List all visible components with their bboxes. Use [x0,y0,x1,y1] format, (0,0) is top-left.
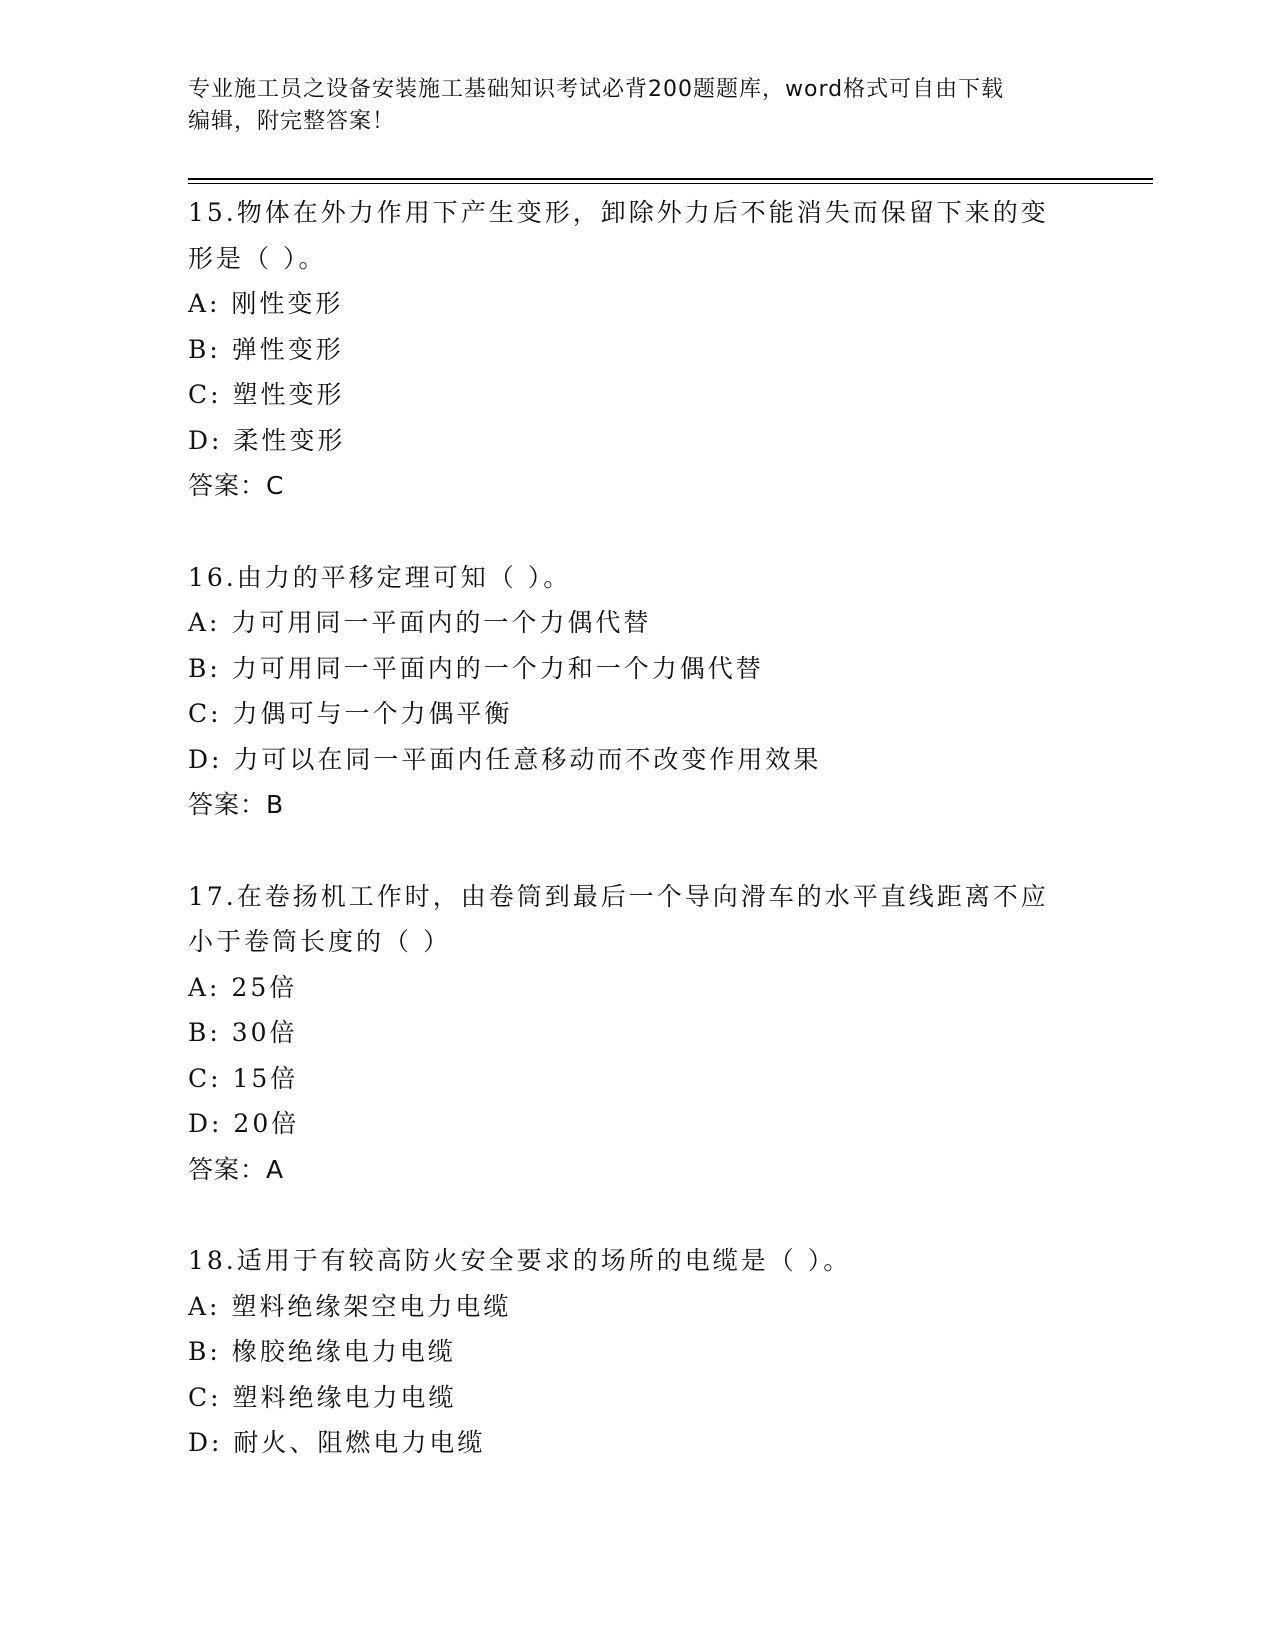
question-stem-line: 17.在卷扬机工作时，由卷筒到最后一个导向滑车的水平直线距离不应 [188,881,1049,911]
option-c: C: 塑性变形 [188,380,345,409]
header-line-2: 编辑，附完整答案！ [188,109,396,134]
header-line-1: 专业施工员之设备安装施工基础知识考试必背200题题库，word格式可自由下载 [188,77,1005,102]
option-c: C: 塑料绝缘电力电缆 [188,1382,457,1412]
option-b: B: 橡胶绝缘电力电缆 [188,1337,456,1366]
option-a: A: 塑料绝缘架空电力电缆 [188,1291,512,1321]
answer-label: 答案：A [188,1154,285,1184]
header-divider-thin [188,183,1153,184]
question-list [188,190,1088,1512]
option-d: D: 耐火、阻燃电力电缆 [188,1428,486,1457]
option-a: A: 力可用同一平面内的一个力偶代替 [188,608,652,637]
option-c: C: 15倍 [188,1063,299,1093]
option-b: B: 力可用同一平面内的一个力和一个力偶代替 [188,653,764,683]
answer-label: 答案：C [188,471,285,500]
question-stem-line: 16.由力的平移定理可知（ ）。 [188,562,572,592]
question-stem-line: 15.物体在外力作用下产生变形，卸除外力后不能消失而保留下来的变 [188,198,1049,227]
document-header [188,74,1068,138]
header-divider-thick [188,178,1153,180]
question-stem-line: 形是（ ）。 [188,243,327,273]
option-b: B: 30倍 [188,1018,298,1047]
option-c: C: 力偶可与一个力偶平衡 [188,699,513,728]
question-stem-line: 小于卷筒长度的（ ） [188,927,451,956]
option-a: A: 刚性变形 [188,289,344,318]
option-d: D: 20倍 [188,1109,300,1138]
question-15 [188,190,1088,509]
question-18 [188,1238,1088,1466]
question-16 [188,555,1088,828]
option-b: B: 弹性变形 [188,334,344,364]
question-stem-line: 18.适用于有较高防火安全要求的场所的电缆是（ ）。 [188,1246,852,1275]
question-17 [188,874,1088,1193]
option-a: A: 25倍 [188,972,298,1002]
answer-label: 答案：B [188,790,285,819]
option-d: D: 力可以在同一平面内任意移动而不改变作用效果 [188,744,822,774]
option-d: D: 柔性变形 [188,425,346,455]
